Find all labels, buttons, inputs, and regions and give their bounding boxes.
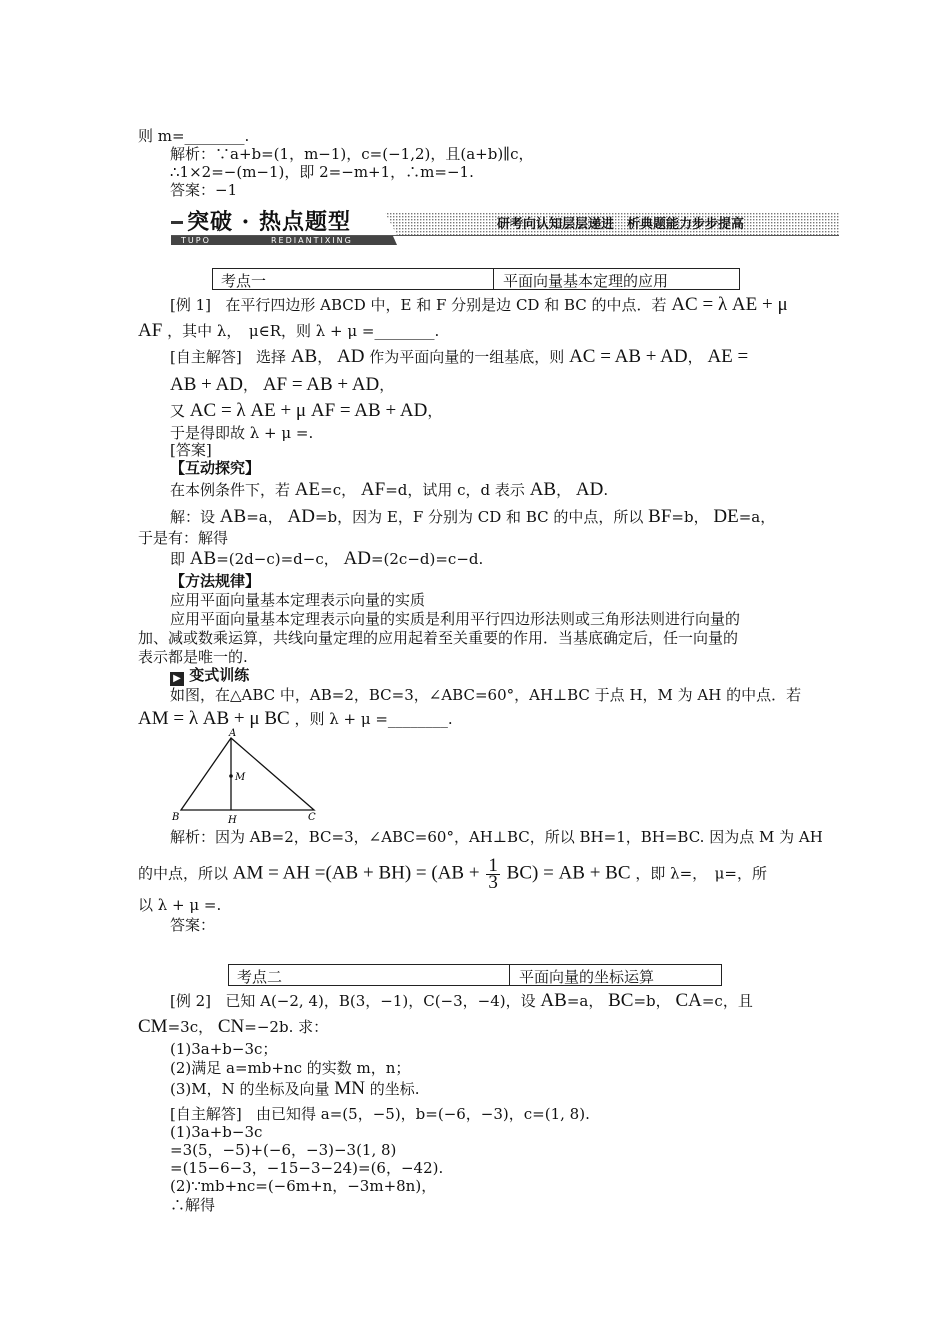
ex2-l1-ca: CA xyxy=(675,990,702,1011)
ex1-answer: [答案] xyxy=(170,441,212,459)
line-answer: 答案：−1 xyxy=(170,181,238,199)
variant-an2-eq2: AB + BH xyxy=(331,862,405,884)
fraction-one-third xyxy=(486,855,500,893)
banner-title: 突破 · 热点题型 xyxy=(187,209,351,235)
ex1-solve-line3 xyxy=(170,402,442,420)
section2-title: 平面向量的坐标运算 xyxy=(519,968,655,986)
explore-sol3-ab: AB xyxy=(189,548,217,569)
section-banner xyxy=(171,207,839,247)
variant-an2-eq1: AM = AH =( xyxy=(232,862,332,884)
triangle-figure xyxy=(168,726,328,826)
label-h: H xyxy=(228,815,237,826)
ex1-line3-c: ， xyxy=(379,376,395,394)
explore-sol-a: 解：设 xyxy=(170,508,216,526)
ex1-solve-eq2: AE = xyxy=(707,346,749,367)
explore-sol-de: DE xyxy=(713,506,739,527)
method-line4: 表示都是唯一的. xyxy=(138,648,248,666)
ex2-q3 xyxy=(170,1080,419,1098)
explore-solution-line1 xyxy=(170,508,775,526)
ex2-solve-line2: =3(5，−5)+(−6，−3)−3(1, 8) xyxy=(170,1141,397,1159)
frac-num: 1 xyxy=(488,855,498,876)
ex1-solve-line4: 于是得即故 λ + μ =. xyxy=(170,424,314,442)
ex1-line3-b: ， xyxy=(243,376,259,394)
ex2-q3-a: (3)M，N 的坐标及向量 xyxy=(170,1080,330,1098)
section2-label: 考点二 xyxy=(237,968,283,986)
ex2-l1-bc: BC xyxy=(608,990,634,1011)
ex2-solve-line0 xyxy=(170,1105,590,1123)
triangle-abc xyxy=(181,738,314,810)
variant-analysis-line1: 解析：因为 AB=2，BC=3，∠ABC=60°，AH⊥BC，所以 BH=1，BH=BC. 因为点 M 为 AH xyxy=(170,828,823,846)
explore-text-a: 在本例条件下，若 xyxy=(170,481,291,499)
ex2-l1-c: =b， xyxy=(633,992,671,1010)
banner-slogan: 研考向认知层层递进 析典题能力步步提高 xyxy=(497,217,745,232)
ex1-line3-eq: AB + AD xyxy=(170,374,244,395)
ex2-l2-cn: CN xyxy=(217,1016,245,1037)
label-m: M xyxy=(235,772,246,783)
explore-sol-ab: AB xyxy=(219,506,247,527)
point-m xyxy=(229,774,233,778)
variant-line1: 如图，在△ABC 中，AB=2，BC=3，∠ABC=60°，AH⊥BC 于点 H，M 为 AH 的中点．若 xyxy=(170,686,802,704)
ex2-solve-line1: (1)3a+b−3c xyxy=(170,1123,263,1141)
variant-an2-a: 的中点，所以 xyxy=(138,864,229,883)
explore-text-c: =d，试用 c，d 表示 xyxy=(385,481,525,499)
explore-head: 【互动探究】 xyxy=(170,459,261,477)
ex2-solve-line3: =(15−6−3，−15−3−24)=(6，−42). xyxy=(170,1159,444,1177)
ex2-line1 xyxy=(170,992,753,1010)
explore-sol-b: =a， xyxy=(246,508,283,526)
explore-sol3-ad: AD xyxy=(343,548,371,569)
ex1-solve-line1 xyxy=(170,348,748,366)
line-analysis: 解析：∵a+b=(1，m−1)，c=(−1,2)，且(a+b)∥c， xyxy=(170,145,534,163)
variant-an2-b: ，即 λ=， μ=，所 xyxy=(635,864,767,883)
explore-text-d: ， xyxy=(556,481,572,499)
banner-pinyin-right: REDIANTIXING xyxy=(271,236,353,245)
variant-answer: 答案： xyxy=(170,916,216,934)
explore-solution-line2: 于是有：解得 xyxy=(138,529,229,547)
explore-sol3-b: =(2d−c)=d−c， xyxy=(216,550,339,568)
explore-eq-b: AF xyxy=(360,479,386,500)
explore-text-e: . xyxy=(603,481,609,499)
variant-head xyxy=(170,666,249,686)
explore-eq-d: AD xyxy=(575,479,604,500)
ex2-l1-a: 已知 A(−2, 4)，B(3，−1)，C(−3，−4)，设 xyxy=(225,992,536,1010)
explore-sol-c: =b，因为 E，F 分别为 CD 和 BC 的中点，所以 xyxy=(314,508,644,526)
line-derivation: ∴1×2=−(m−1)，即 2=−m+1，∴m=−1. xyxy=(170,163,474,181)
ex1-line4-a: 又 xyxy=(170,402,186,420)
ex2-l2-cm: CM xyxy=(138,1016,168,1037)
ex1-solve-line2 xyxy=(170,376,394,394)
ex1-line4-eq: AC = λ AE + μ AF = AB + AD xyxy=(189,400,428,421)
ex2-l1-b: =a， xyxy=(566,992,604,1010)
ex1-line4-b: ， xyxy=(427,402,443,420)
ex1-eq-a: AC = λ AE + μ xyxy=(671,294,788,315)
play-icon: ▶ xyxy=(170,672,184,686)
variant-l2b: ，则 λ + μ =________. xyxy=(294,710,453,728)
ex1-line2 xyxy=(138,322,439,340)
line-answer-prompt: 则 m=________. xyxy=(138,127,250,145)
explore-solution-line3 xyxy=(170,550,483,568)
variant-an2-eq5: AB + BC xyxy=(558,862,631,884)
ex2-q1: (1)3a+b−3c； xyxy=(170,1040,278,1058)
variant-analysis-line3: 以 λ + μ =. xyxy=(138,896,222,914)
method-line2: 应用平面向量基本定理表示向量的实质是利用平行四边形法则或三角形法则进行向量的 xyxy=(170,610,741,628)
method-line3: 加、减或数乘运算，共线向量定理的应用起着至关重要的作用．当基底确定后，任一向量的 xyxy=(138,629,739,647)
variant-head-text: 变式训练 xyxy=(189,666,250,684)
ex1-solve-eq1: AC = AB + AD xyxy=(569,346,688,367)
explore-text-b: =c， xyxy=(320,481,357,499)
variant-analysis-line2 xyxy=(138,855,767,893)
ex1-solve-a: 选择 xyxy=(256,348,287,366)
section1-header xyxy=(212,268,740,290)
explore-sol-bf: BF xyxy=(648,506,672,527)
explore-sol3-c: =(2c−d)=c−d. xyxy=(370,550,484,568)
ex2-solve-line5: ∴解得 xyxy=(170,1196,216,1214)
explore-eq-a: AE xyxy=(294,479,321,500)
ex1-text-a: 在平行四边形 ABCD 中，E 和 F 分别是边 CD 和 BC 的中点．若 xyxy=(225,296,667,314)
frac-den: 3 xyxy=(488,872,498,893)
method-line1: 应用平面向量基本定理表示向量的实质 xyxy=(170,591,426,609)
method-head: 【方法规律】 xyxy=(170,572,261,590)
ex2-line2 xyxy=(138,1018,328,1036)
ex1-line3-eq2: AF = AB + AD xyxy=(262,374,380,395)
ex2-q3-b: 的坐标. xyxy=(369,1080,420,1098)
ex2-l2-a: =3c， xyxy=(167,1018,214,1036)
ex1-solve-ad: AD xyxy=(337,346,365,367)
ex1-solve-eq1b: ， xyxy=(687,348,703,366)
section1-title: 平面向量基本定理的应用 xyxy=(503,272,669,290)
explore-eq-c: AB xyxy=(529,479,557,500)
ex1-line1 xyxy=(170,296,788,314)
ex1-solve-comma: ， xyxy=(317,348,333,366)
ex2-q3-mn: MN xyxy=(334,1078,365,1099)
ex1-solve-tag: [自主解答] xyxy=(170,348,242,366)
ex1-text-b: ，其中 λ， μ∈R，则 λ + μ =________. xyxy=(167,322,440,340)
ex2-solve-line4: (2)∵mb+nc=(−6m+n，−3m+8n)， xyxy=(170,1177,437,1195)
label-c: C xyxy=(308,812,316,823)
label-b: B xyxy=(172,812,180,823)
ex2-l1-d: =c，且 xyxy=(701,992,753,1010)
section1-label: 考点一 xyxy=(221,272,267,290)
explore-line1 xyxy=(170,481,608,499)
label-a: A xyxy=(229,728,237,739)
ex2-tag: [例 2] xyxy=(170,992,212,1010)
ex1-eq-b: AF xyxy=(138,320,163,341)
ex1-solve-ab: AB xyxy=(290,346,318,367)
ex2-s0: 由已知得 a=(5，−5)，b=(−6，−3)，c=(1, 8). xyxy=(256,1105,590,1123)
ex2-q2: (2)满足 a=mb+nc 的实数 m，n； xyxy=(170,1059,411,1077)
ex1-solve-b: 作为平面向量的一组基底，则 xyxy=(369,348,565,366)
ex1-tag: [例 1] xyxy=(170,296,212,314)
ex2-l2-b: =−2b. 求： xyxy=(244,1018,329,1036)
variant-an2-eq4: BC) = xyxy=(506,862,554,884)
explore-sol-e: =a， xyxy=(738,508,776,526)
banner-pinyin-left: TUPO xyxy=(181,236,211,245)
explore-sol-d: =b， xyxy=(671,508,709,526)
variant-an2-eq3: ) = (AB + xyxy=(404,862,480,884)
ex2-l1-ab: AB xyxy=(540,990,567,1011)
ex2-s-tag: [自主解答] xyxy=(170,1105,242,1123)
explore-sol3-a: 即 xyxy=(170,550,186,568)
section2-header xyxy=(228,964,722,986)
variant-eq: AM = λ AB + μ BC xyxy=(138,708,290,729)
explore-sol-ad: AD xyxy=(287,506,315,527)
